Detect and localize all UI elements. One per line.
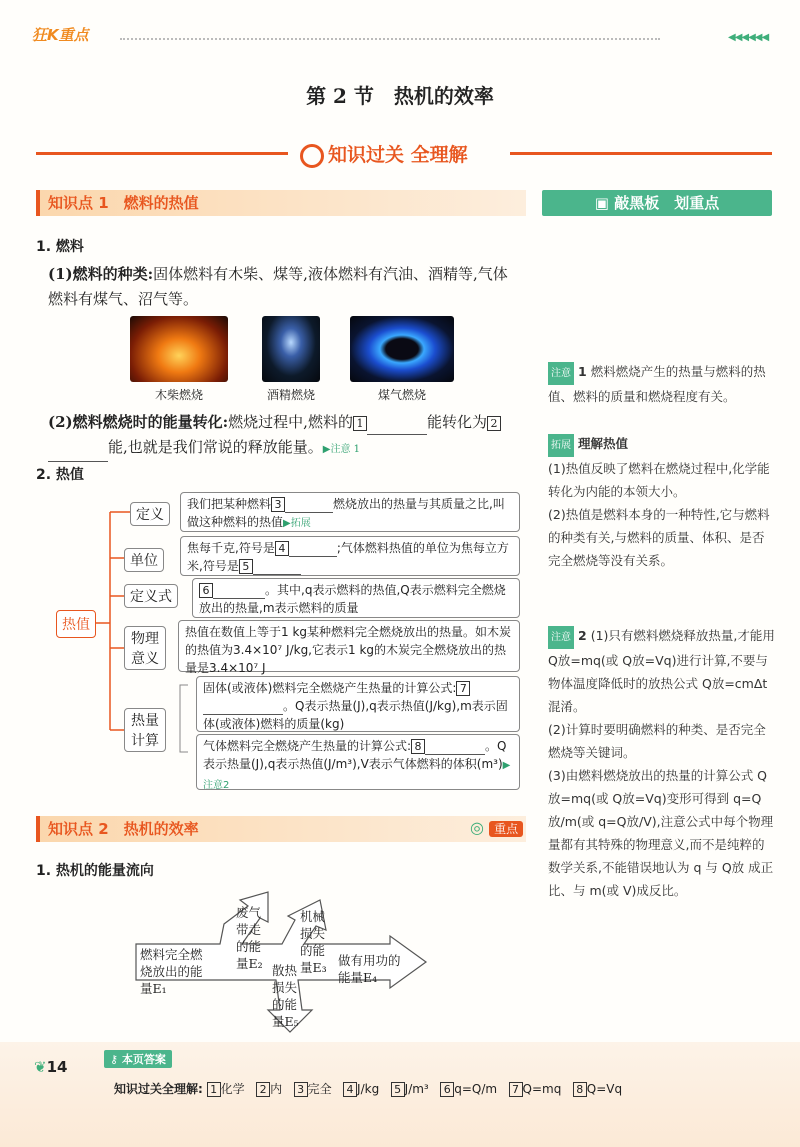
blank-5[interactable] <box>253 574 301 575</box>
fuel-heading: 1. 燃料 <box>36 239 84 255</box>
caption-gas: 煤气燃烧 <box>377 388 426 402</box>
blank-number-1: 1 <box>353 416 367 431</box>
note-2-tag: 注意 <box>548 626 574 649</box>
fuel-types-text: 固体燃料有木柴、煤等,液体燃料有汽油、酒精等,气体燃料有煤气、沼气等。 <box>48 265 508 308</box>
page-number-text: 14 <box>46 1058 68 1076</box>
answer-7-number: 7 <box>509 1082 523 1097</box>
banner-text: 知识过关 全理解 <box>328 144 468 166</box>
blank-3[interactable] <box>285 512 333 513</box>
side-note-1 <box>548 360 776 408</box>
calc-gas-box <box>196 734 520 790</box>
answer-6: q=Q/m <box>454 1082 498 1096</box>
ec-text-c: 能,也就是我们常说的释放能量。 <box>108 438 323 456</box>
answer-tag <box>104 1050 172 1068</box>
answer-5: J/m³ <box>404 1082 429 1096</box>
calc2-text-a: 气体燃料完全燃烧产生热量的计算公式: <box>203 739 412 753</box>
knowledge-point-1-header <box>36 190 526 216</box>
answer-1-number: 1 <box>207 1082 221 1097</box>
sidebar-header-label: 敲黑板 划重点 <box>614 194 720 212</box>
answer-7: Q=mq <box>522 1082 562 1096</box>
blank-number-4: 4 <box>275 541 289 556</box>
header-divider <box>120 38 660 40</box>
blank-number-5: 5 <box>239 559 253 574</box>
label-definition: 定义 <box>130 502 170 526</box>
label-unit: 单位 <box>124 548 164 572</box>
formula-box <box>192 578 520 618</box>
section-banner <box>300 140 468 168</box>
target-icon: ◎ <box>470 818 484 837</box>
wood-fire-photo <box>130 316 228 382</box>
answer-4: J/kg <box>357 1082 380 1096</box>
calc1-text-a: 固体(或液体)燃料完全燃烧产生热量的计算公式: <box>203 681 457 695</box>
flow-heat-loss: 散热损失的能量E₅ <box>272 963 299 1029</box>
page-title: 第 2 节 热机的效率 <box>306 84 494 108</box>
heat-value-heading: 2. 热值 <box>36 467 84 483</box>
flow-mechanical-loss: 机械损失的能量E₃ <box>300 909 327 975</box>
extension-item-1: (1)热值反映了燃料在燃烧过程中,化学能转化为内能的本领大小。 <box>548 461 770 499</box>
ec-text-a: 燃烧过程中,燃料的 <box>228 413 353 431</box>
formula-text-a: 。其中, <box>265 583 305 597</box>
unit-text-b: ;气体燃料热值的单位为焦每立方米,符号是 <box>187 541 509 573</box>
kp1-label: 知识点 1 燃料的热值 <box>48 194 199 212</box>
caption-wood: 木柴燃烧 <box>154 388 203 402</box>
energy-conversion-para <box>48 410 518 462</box>
note-2-item-1: (1)只有燃料燃烧释放热量,才能用 Q放=mq(或 Q放=Vq)进行计算,不要与物体温度降低时的放热公式 Q放=cmΔt 混淆。 <box>548 628 775 714</box>
refresh-icon <box>300 144 324 168</box>
answer-5-number: 5 <box>391 1082 405 1097</box>
calc-solid-box <box>196 676 520 732</box>
sidebar-header <box>542 190 772 216</box>
answer-2: 内 <box>270 1082 283 1096</box>
answer-1: 化学 <box>220 1082 245 1096</box>
note-1-tag: 注意 <box>548 362 574 385</box>
energy-flow-heading: 1. 热机的能量流向 <box>36 863 154 879</box>
blank-number-8: 8 <box>411 739 425 754</box>
page-number <box>34 1058 67 1076</box>
extension-item-2: (2)热值是燃料本身的一种特性,它与燃料的种类有关,与燃料的质量、体积、是否完全燃烧等没有关系。 <box>548 507 770 568</box>
answer-line <box>114 1080 774 1097</box>
banner-rule-left <box>36 152 288 155</box>
answer-8-number: 8 <box>573 1082 587 1097</box>
gas-stove-photo <box>350 316 454 382</box>
unit-text-a: 焦每千克,符号是 <box>187 541 275 555</box>
header-chevrons: ◀◀◀◀◀◀ <box>728 32 769 43</box>
answer-4-number: 4 <box>343 1082 357 1097</box>
knowledge-point-2-header <box>36 816 526 842</box>
extension-tag: 拓展 <box>548 434 574 457</box>
meaning-box <box>178 620 520 675</box>
side-note-2 <box>548 624 776 902</box>
note-2-link[interactable]: ▶注意2 <box>203 760 511 791</box>
key-icon: ⚷ <box>110 1053 122 1066</box>
answer-2-number: 2 <box>256 1082 270 1097</box>
def-text-b: 燃烧放出的热量与其质量之比,叫做这种燃料的热值 <box>187 497 505 529</box>
extension-title: 理解热值 <box>578 436 629 451</box>
blank-number-2: 2 <box>487 416 501 431</box>
note-2-item-2: (2)计算时要明确燃料的种类、是否完全燃烧等关键词。 <box>548 722 766 760</box>
note-1-link[interactable]: ▶注意 1 <box>322 444 361 455</box>
blank-8[interactable] <box>425 754 485 755</box>
meaning-text: 热值在数值上等于1 kg某种燃料完全燃烧放出的热量。如木炭的热值为3.4×10⁷ J/kg,它表示1 kg的木炭完全燃烧放出的热量是3.4×10⁷ J <box>185 625 512 675</box>
caption-alcohol: 酒精燃烧 <box>266 388 315 402</box>
note-1-number: 1 <box>578 364 587 379</box>
banner-rule-right <box>510 152 772 155</box>
blank-6[interactable] <box>213 598 265 599</box>
unit-box <box>180 536 520 576</box>
blank-1[interactable] <box>367 434 427 435</box>
flow-useful-energy: 做有用功的能量E₄ <box>338 953 401 985</box>
fuel-types-label: (1)燃料的种类: <box>48 265 154 283</box>
flow-exhaust-energy: 废气带走的能量E₂ <box>236 905 263 971</box>
def-text-a: 我们把某种燃料 <box>187 497 272 511</box>
page-icon: ❦ <box>34 1058 47 1076</box>
side-extension <box>548 432 776 572</box>
mindmap-center: 热值 <box>56 610 96 638</box>
energy-conversion-label: (2)燃料燃烧时的能量转化: <box>48 413 229 431</box>
note-2-item-3: (3)由燃料燃烧放出的热量的计算公式 Q放=mq(或 Q放=Vq)变形可得到 q=Q放/m(或 q=Q放/V),注意公式中每个物理量都有其特殊的物理意义,而不是纯粹的数学关系,不能错误地认为 q 与 Q放 成正比、与 m(或 V)成反比。 <box>548 768 774 898</box>
fuel-types-para <box>48 262 518 312</box>
label-meaning: 物理意义 <box>124 626 166 670</box>
label-formula: 定义式 <box>124 584 178 608</box>
answer-label: 知识过关全理解: <box>114 1082 203 1096</box>
blank-number-7: 7 <box>456 681 470 696</box>
blank-4[interactable] <box>289 556 337 557</box>
note-1-text: 燃料燃烧产生的热量与燃料的热值、燃料的质量和燃烧程度有关。 <box>548 364 766 404</box>
label-calculation: 热量计算 <box>124 708 166 752</box>
blank-number-6: 6 <box>199 583 213 598</box>
blank-number-3: 3 <box>271 497 285 512</box>
extension-link[interactable]: ▶拓展 <box>283 518 311 529</box>
alcohol-lamp-photo <box>262 316 320 382</box>
blank-7[interactable] <box>203 714 283 715</box>
ec-text-b: 能转化为 <box>426 413 487 431</box>
answer-3-number: 3 <box>294 1082 308 1097</box>
answer-6-number: 6 <box>440 1082 454 1097</box>
key-point-label: 重点 <box>489 821 523 837</box>
note-2-number: 2 <box>578 628 587 643</box>
flow-total-energy: 燃料完全燃烧放出的能量E₁ <box>140 947 203 996</box>
teacher-icon: ▣ <box>594 194 615 212</box>
answer-tag-text: 本页答案 <box>121 1053 166 1066</box>
key-point-badge <box>470 818 523 837</box>
answer-8: Q=Vq <box>586 1082 623 1096</box>
blank-2[interactable] <box>48 461 108 462</box>
calc1-text-b: 。Q表示热量(J),q表示热值(J/kg),m表示固体(或液体)燃料的质量(kg) <box>203 699 508 731</box>
calc2-text-b: 。Q表示热量(J),q表示热值(J/m³),V表示气体燃料的体积(m³) <box>203 739 507 771</box>
kp2-label: 知识点 2 热机的效率 <box>48 820 199 838</box>
definition-box <box>180 492 520 532</box>
brand-logo: 狂K重点 <box>32 26 89 44</box>
formula-text-b: q表示燃料的热值,Q表示燃料完全燃烧放出的热量,m表示燃料的质量 <box>199 583 506 615</box>
answer-3: 完全 <box>307 1082 332 1096</box>
